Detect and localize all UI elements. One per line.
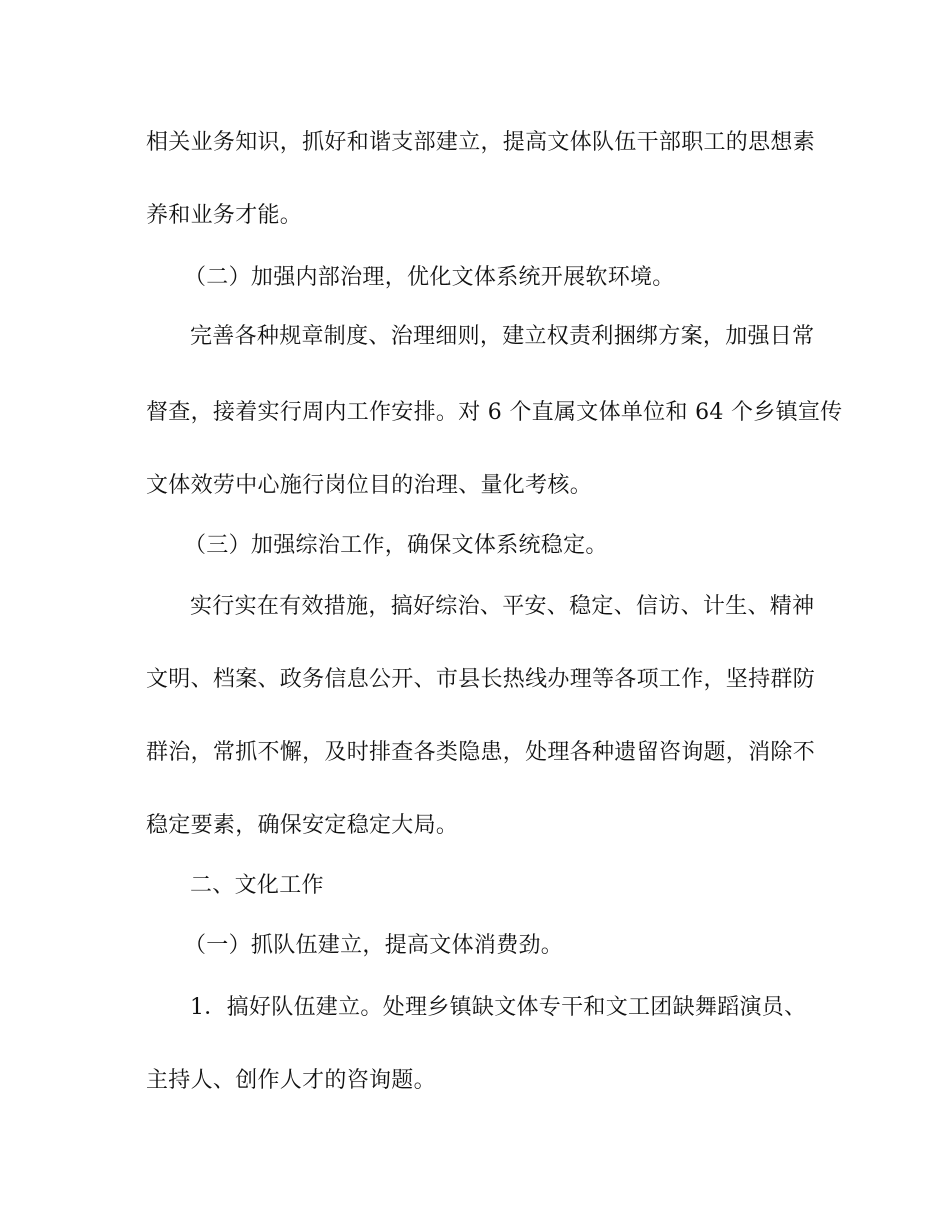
paragraph-line: 相关业务知识，抓好和谐支部建立，提高文体队伍干部职工的思想素 bbox=[146, 130, 816, 155]
paragraph-line: 稳定要素，确保安定稳定大局。 bbox=[146, 813, 459, 838]
section-heading: （三）加强综治工作，确保文体系统稳定。 bbox=[184, 533, 608, 558]
paragraph-line: 文明、档案、政务信息公开、市县长热线办理等各项工作，坚持群防 bbox=[146, 667, 816, 692]
paragraph-line: 完善各种规章制度、治理细则，建立权责利捆绑方案，加强日常 bbox=[190, 324, 815, 349]
section-heading: （一）抓队伍建立，提高文体消费劲。 bbox=[184, 933, 564, 958]
paragraph-line: 文体效劳中心施行岗位目的治理、量化考核。 bbox=[146, 473, 593, 498]
paragraph-line: 1．搞好队伍建立。处理乡镇缺文体专干和文工团缺舞蹈演员、 bbox=[190, 995, 807, 1020]
paragraph-line: 群治，常抓不懈，及时排查各类隐患，处理各种遗留咨询题，消除不 bbox=[146, 740, 816, 765]
paragraph-line: 实行实在有效措施，搞好综治、平安、稳定、信访、计生、精神 bbox=[190, 594, 815, 619]
paragraph-line: 养和业务才能。 bbox=[146, 203, 303, 228]
section-heading: （二）加强内部治理，优化文体系统开展软环境。 bbox=[184, 265, 675, 290]
paragraph-line: 督查，接着实行周内工作安排。对 6 个直属文体单位和 64 个乡镇宣传 bbox=[146, 400, 843, 425]
paragraph-line: 主持人、创作人才的咨询题。 bbox=[146, 1068, 436, 1093]
chapter-heading: 二、文化工作 bbox=[190, 873, 324, 898]
